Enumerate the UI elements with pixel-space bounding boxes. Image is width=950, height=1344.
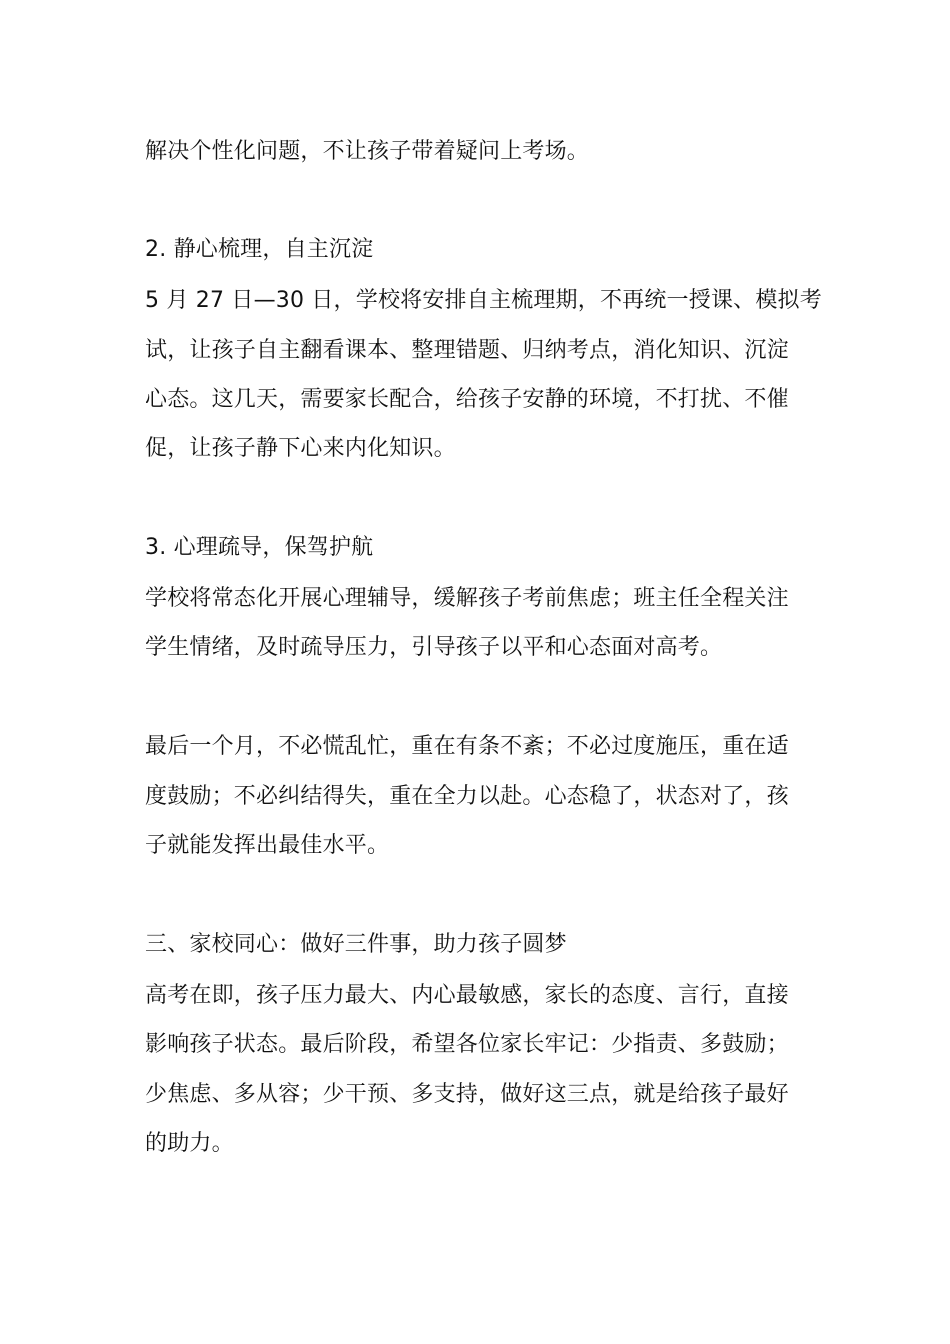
paragraph-line: 心态。这几天，需要家长配合，给孩子安静的环境，不打扰、不催 — [145, 387, 789, 412]
section-heading: 三、家校同心：做好三件事，助力孩子圆梦 — [145, 932, 567, 957]
paragraph-line: 影响孩子状态。最后阶段，希望各位家长牢记：少指责、多鼓励； — [145, 1032, 789, 1057]
paragraph-line: 试，让孩子自主翻看课本、整理错题、归纳考点，消化知识、沉淀 — [145, 338, 789, 363]
paragraph-line: 解决个性化问题，不让孩子带着疑问上考场。 — [145, 139, 590, 164]
paragraph-line: 学校将常态化开展心理辅导，缓解孩子考前焦虑；班主任全程关注 — [145, 586, 789, 611]
paragraph-line: 少焦虑、多从容；少干预、多支持，做好这三点，就是给孩子最好 — [145, 1082, 789, 1107]
paragraph-line: 的助力。 — [145, 1131, 234, 1156]
paragraph-line: 最后一个月，不必慌乱忙，重在有条不紊；不必过度施压，重在适 — [145, 734, 789, 759]
paragraph-line: 高考在即，孩子压力最大、内心最敏感，家长的态度、言行，直接 — [145, 983, 789, 1008]
paragraph-line: 学生情绪，及时疏导压力，引导孩子以平和心态面对高考。 — [145, 635, 723, 660]
paragraph-line: 子就能发挥出最佳水平。 — [145, 833, 390, 858]
paragraph-line: 5 月 27 日—30 日，学校将安排自主梳理期，不再统一授课、模拟考 — [145, 288, 822, 313]
paragraph-line: 促，让孩子静下心来内化知识。 — [145, 436, 456, 461]
section-heading: 2. 静心梳理，自主沉淀 — [145, 237, 374, 262]
paragraph-line: 度鼓励；不必纠结得失，重在全力以赴。心态稳了，状态对了，孩 — [145, 784, 789, 809]
section-heading: 3. 心理疏导，保驾护航 — [145, 535, 374, 560]
